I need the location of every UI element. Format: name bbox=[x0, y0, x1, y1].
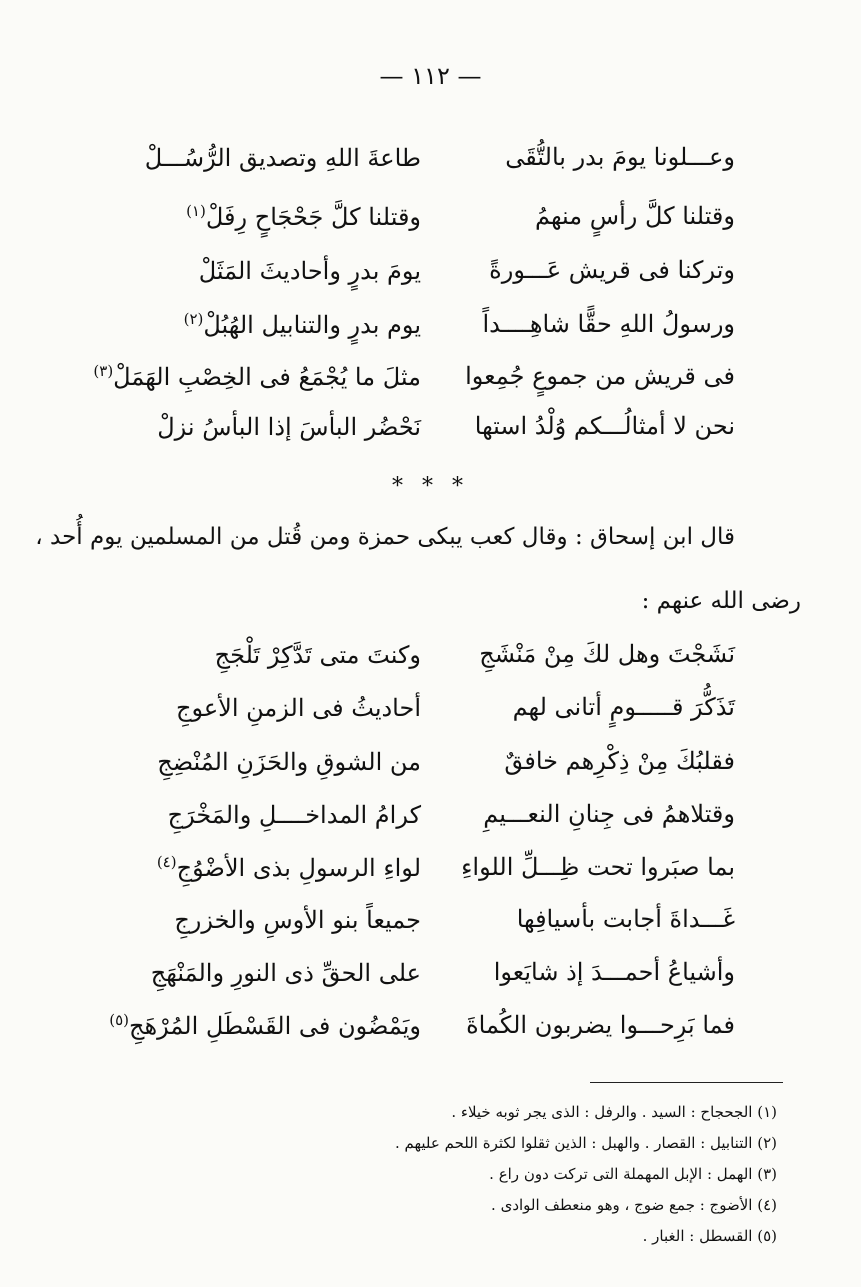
verse-second-hemistich bbox=[93, 362, 421, 391]
footnote-marker: (٤) bbox=[156, 853, 177, 871]
verse-first-hemistich: بما صبَروا تحت ظِـــلِّ اللواءِ bbox=[461, 853, 735, 881]
verse-second-hemistich bbox=[109, 1011, 421, 1040]
verse bbox=[0, 143, 861, 193]
verse-first-hemistich: وقتلنا كلَّ رأسٍ منهمُ bbox=[535, 202, 735, 230]
verse-first-hemistich: فقلبُكَ مِنْ ذِكْرِهم خافقٌ bbox=[504, 747, 735, 775]
hemistich-text: وكنتَ متى تَدَّكِرْ تَلْجَجِ bbox=[214, 641, 421, 669]
footnote: (٥) القسطل : الغبار . bbox=[642, 1227, 777, 1245]
verse-first-hemistich: وقتلاهمُ فى جِنانِ النعـــيمِ bbox=[483, 800, 735, 828]
verse bbox=[0, 310, 861, 360]
page-number: — ١١٢ — bbox=[379, 62, 482, 90]
verse-first-hemistich: وعـــلونا يومَ بدر بالتُّقَى bbox=[505, 143, 735, 171]
hemistich-text: على الحقِّ ذى النورِ والمَنْهَجِ bbox=[150, 959, 421, 987]
verse bbox=[0, 958, 861, 1008]
hemistich-text: طاعةَ اللهِ وتصديق الرُّسُـــلْ bbox=[144, 144, 421, 172]
verse bbox=[0, 202, 861, 252]
verse-second-hemistich bbox=[131, 256, 421, 285]
hemistich-text: من الشوقِ والحَزَنِ المُنْضِجِ bbox=[157, 748, 421, 776]
verse-second-hemistich bbox=[131, 905, 421, 934]
hemistich-text: أحاديثُ فى الزمنِ الأعوجِ bbox=[175, 694, 421, 722]
prose-intro-line: قال ابن إسحاق : وقال كعب يبكى حمزة ومن قُتل من المسلمين يوم أُحد ، bbox=[35, 524, 735, 550]
verse-second-hemistich bbox=[131, 143, 421, 172]
hemistich-text: كرامُ المداخــــلِ والمَخْرَجِ bbox=[167, 801, 421, 829]
verse bbox=[0, 747, 861, 797]
verse bbox=[0, 693, 861, 743]
hemistich-text: لواءِ الرسولِ بذى الأضْوُجِ bbox=[176, 854, 421, 882]
verse bbox=[0, 905, 861, 955]
verse bbox=[0, 362, 861, 412]
verse-first-hemistich: غَـــداةَ أجابت بأسيافِها bbox=[516, 905, 735, 933]
hemistich-text: نَحْضُر البأسَ إذا البأسُ نزلْ bbox=[157, 413, 421, 441]
footnote-marker: (٥) bbox=[109, 1011, 130, 1029]
verse-second-hemistich bbox=[131, 202, 421, 231]
hemistich-text: يومَ بدرٍ وأحاديثَ المَثَلْ bbox=[198, 257, 421, 285]
hemistich-text: وقتلنا كلَّ جَحْجَاحٍ رِفَلْ bbox=[205, 203, 421, 231]
verse-second-hemistich bbox=[131, 853, 421, 882]
verse bbox=[0, 853, 861, 903]
footnotes bbox=[177, 1097, 777, 1252]
verse-second-hemistich bbox=[131, 412, 421, 441]
footnote: (١) الجحجاح : السيد . والرفل : الذى يجر ثوبه خيلاء . bbox=[451, 1103, 777, 1121]
footnote: (٤) الأضوج : جمع ضوج ، وهو منعطف الوادى . bbox=[491, 1196, 777, 1214]
verse-first-hemistich: نحن لا أمثالُـــكم وُلْدُ استها bbox=[474, 412, 735, 440]
verse-second-hemistich bbox=[131, 958, 421, 987]
verse-first-hemistich: وتركنا فى قريش عَـــورةً bbox=[489, 256, 735, 284]
footnote-marker: (٢) bbox=[183, 310, 204, 328]
verse bbox=[0, 1011, 861, 1061]
verse-first-hemistich: ورسولُ اللهِ حقًّا شاهِــــداً bbox=[482, 310, 735, 338]
footnote: (٢) التنابيل : القصار . والهبل : الذين ثقلوا لكثرة اللحم عليهم . bbox=[394, 1134, 777, 1152]
verse bbox=[0, 256, 861, 306]
verse-first-hemistich: وأشياعُ أحمـــدَ إذ شايَعوا bbox=[493, 958, 735, 986]
verse-second-hemistich bbox=[131, 640, 421, 669]
verse-second-hemistich bbox=[131, 693, 421, 722]
verse-first-hemistich: نَشَجْتَ وهل لكَ مِنْ مَنْشَجِ bbox=[479, 640, 735, 668]
verse bbox=[0, 412, 861, 462]
prose-intro-line: رضى الله عنهم : bbox=[641, 588, 801, 614]
footnote-marker: (٣) bbox=[93, 362, 114, 380]
verse-second-hemistich bbox=[131, 310, 421, 339]
verse-second-hemistich bbox=[131, 800, 421, 829]
verse-first-hemistich: تَذَكُّرَ قـــــومٍ أتانى لهم bbox=[512, 693, 735, 721]
footnote-rule bbox=[590, 1082, 783, 1083]
section-divider: * * * bbox=[392, 474, 469, 499]
verse-second-hemistich bbox=[131, 747, 421, 776]
footnote: (٣) الهمل : الإبل المهملة التى تركت دون راع . bbox=[489, 1165, 777, 1183]
hemistich-text: يوم بدرٍ والتنابيل الهُبُلْ bbox=[203, 311, 421, 339]
verse bbox=[0, 640, 861, 690]
verse-first-hemistich: فى قريش من جموعٍ جُمِعوا bbox=[465, 362, 735, 390]
hemistich-text: مثلَ ما يُجْمَعُ فى الخِصْبِ الهَمَلْ bbox=[113, 363, 421, 391]
verse-first-hemistich: فما بَرِحـــوا يضربون الكُماةَ bbox=[466, 1011, 735, 1039]
verse bbox=[0, 800, 861, 850]
hemistich-text: جميعاً بنو الأوسِ والخزرجِ bbox=[174, 906, 421, 934]
hemistich-text: ويَمْضُون فى القَسْطَلِ المُرْهَجِ bbox=[129, 1012, 421, 1040]
footnote-marker: (١) bbox=[186, 202, 206, 220]
